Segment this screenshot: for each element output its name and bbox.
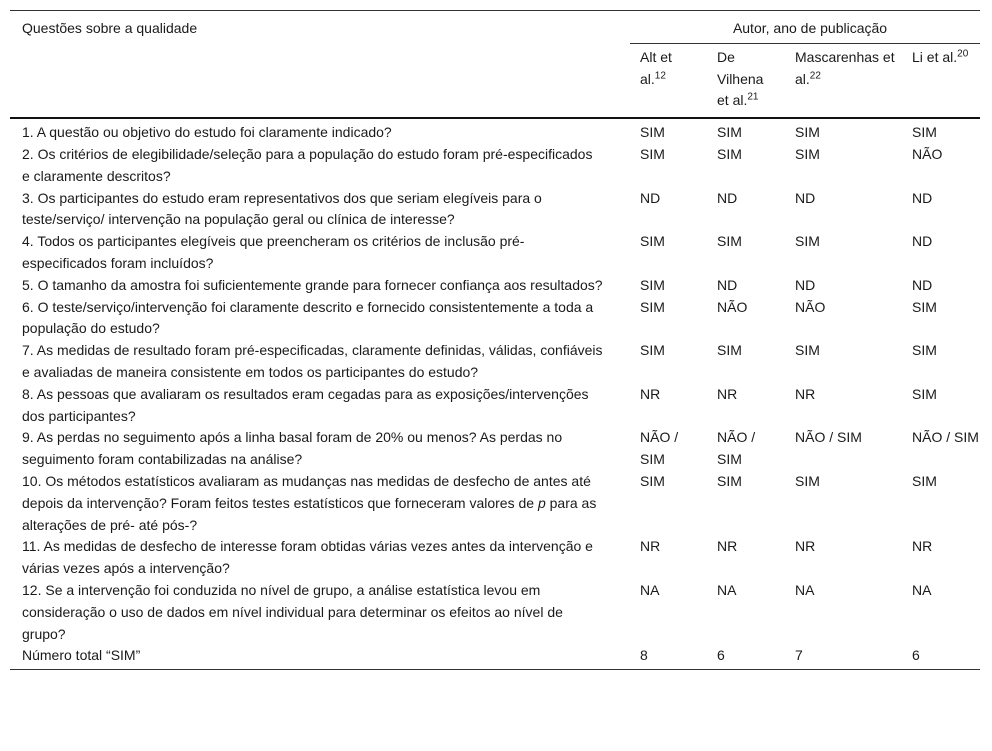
question-cell: [10, 340, 630, 384]
table-row: [10, 297, 980, 341]
rating-cell: NR: [640, 385, 661, 402]
author-name: Li et al.: [912, 48, 958, 65]
rating-cell: SIM: [640, 124, 665, 141]
table-row: [10, 144, 980, 188]
author-name: Alt et al.: [640, 48, 672, 87]
rating-cell: SIM: [912, 298, 937, 315]
rating-cell: SIM: [912, 472, 937, 489]
rating-cell: SIM: [640, 298, 665, 315]
total-row: [10, 645, 980, 669]
rating-cell: ND: [640, 189, 661, 206]
author-name: Mascarenhas et al.: [795, 48, 895, 87]
question-italic: p: [537, 494, 546, 511]
table-row: [10, 118, 980, 144]
table-row: [10, 580, 980, 645]
rating-cell: ND: [795, 276, 816, 293]
rating-cell: SIM: [640, 145, 665, 162]
question-text: 10. Os métodos estatísticos avaliaram as mudanças nas medidas de desfecho de antes até depois da intervenção? Foram feitos testes estatísticos que forneceram valores de: [22, 472, 591, 511]
total-value: 7: [795, 647, 803, 664]
table-row: [10, 340, 980, 384]
rating-cell: SIM: [912, 385, 937, 402]
rating-cell: SIM: [640, 472, 665, 489]
question-cell: [10, 384, 630, 428]
rating-cell: SIM: [640, 342, 665, 359]
question-text-after: para as alterações de pré- até pós-?: [22, 494, 597, 533]
question-cell: [10, 536, 630, 580]
question-text: 2. Os critérios de elegibilidade/seleção para a população do estudo foram pré-especificados e claramente descritos?: [22, 145, 593, 184]
rating-cell: SIM: [717, 472, 742, 489]
question-text: 9. As perdas no seguimento após a linha basal foram de 20% ou menos? As perdas no seguimento foram contabilizadas na análise?: [22, 429, 563, 468]
rating-cell: NÃO / SIM: [912, 429, 979, 446]
rating-cell: SIM: [795, 124, 820, 141]
rating-cell: NÃO / SIM: [640, 429, 679, 468]
rating-cell: SIM: [717, 124, 742, 141]
table-row: [10, 275, 980, 297]
rating-cell: SIM: [717, 233, 742, 250]
rating-cell: NÃO / SIM: [795, 429, 862, 446]
rating-cell: NA: [795, 581, 815, 598]
question-text: 8. As pessoas que avaliaram os resultados eram cegadas para as exposições/intervenções dos participantes?: [22, 385, 589, 424]
author-column-header: [785, 43, 902, 118]
question-cell: [10, 188, 630, 232]
total-value: 6: [717, 647, 725, 664]
rating-cell: ND: [717, 276, 738, 293]
rating-cell: NR: [795, 385, 816, 402]
question-text: 1. A questão ou objetivo do estudo foi claramente indicado?: [22, 124, 392, 141]
rating-cell: SIM: [717, 342, 742, 359]
rating-cell: SIM: [912, 124, 937, 141]
author-name: De Vilhena et al.: [717, 48, 764, 109]
question-text: 12. Se a intervenção foi conduzida no nível de grupo, a análise estatística levou em consideração o uso de dados em nível individual para determinar os efeitos ao nível de grupo?: [22, 581, 563, 642]
question-cell: [10, 231, 630, 275]
table-row: [10, 427, 980, 471]
question-cell: [10, 471, 630, 536]
authors-header: Autor, ano de publicação: [630, 11, 980, 44]
rating-cell: SIM: [795, 145, 820, 162]
rating-cell: NA: [717, 581, 737, 598]
rating-cell: SIM: [717, 145, 742, 162]
rating-cell: NR: [717, 385, 738, 402]
question-cell: [10, 427, 630, 471]
question-text: 3. Os participantes do estudo eram representativos dos que seriam elegíveis para o teste/serviço/ intervenção na população geral ou clínica de interesse?: [22, 189, 542, 228]
author-reference: 12: [654, 69, 666, 81]
question-cell: [10, 144, 630, 188]
rating-cell: SIM: [795, 342, 820, 359]
question-cell: [10, 118, 630, 144]
rating-cell: NA: [640, 581, 660, 598]
question-cell: [10, 297, 630, 341]
rating-cell: ND: [912, 276, 933, 293]
question-text: 11. As medidas de desfecho de interesse foram obtidas várias vezes antes da intervenção e várias vezes após a intervenção?: [22, 538, 593, 577]
table-row: [10, 231, 980, 275]
rating-cell: ND: [717, 189, 738, 206]
question-text: 4. Todos os participantes elegíveis que preencheram os critérios de inclusão pré-especificados foram incluídos?: [22, 233, 525, 271]
rating-cell: NR: [912, 538, 933, 555]
rating-cell: NR: [717, 538, 738, 555]
question-cell: [10, 275, 630, 297]
rating-cell: SIM: [795, 472, 820, 489]
table-row: [10, 471, 980, 536]
table-row: [10, 188, 980, 232]
rating-cell: SIM: [640, 233, 665, 250]
quality-assessment-table: [10, 10, 980, 670]
table-row: [10, 384, 980, 428]
rating-cell: NR: [795, 538, 816, 555]
rating-cell: SIM: [912, 342, 937, 359]
author-reference: 21: [747, 91, 759, 103]
rating-cell: NÃO / SIM: [717, 429, 756, 468]
table-row: [10, 536, 980, 580]
rating-cell: ND: [912, 189, 933, 206]
rating-cell: NÃO: [912, 145, 943, 162]
author-reference: 20: [957, 48, 969, 60]
question-text: 5. O tamanho da amostra foi suficientemente grande para fornecer confiança aos resultados?: [22, 276, 603, 293]
rating-cell: NA: [912, 581, 932, 598]
question-text: 6. O teste/serviço/intervenção foi claramente descrito e fornecido consistentemente a toda a população do estudo?: [22, 298, 594, 337]
rating-cell: SIM: [795, 233, 820, 250]
rating-cell: NR: [640, 538, 661, 555]
total-value: 8: [640, 647, 648, 664]
rating-cell: SIM: [640, 276, 665, 293]
author-reference: 22: [809, 69, 821, 81]
author-column-header: [902, 43, 980, 118]
rating-cell: NÃO: [717, 298, 748, 315]
question-text: 7. As medidas de resultado foram pré-especificadas, claramente definidas, válidas, confiáveis e avaliadas de maneira consistente em todos os participantes do estudo?: [22, 342, 603, 380]
questions-header: Questões sobre a qualidade: [10, 11, 630, 119]
author-column-header: [707, 43, 785, 118]
total-value: 6: [912, 647, 920, 664]
rating-cell: NÃO: [795, 298, 826, 315]
total-label: Número total “SIM”: [22, 647, 141, 664]
author-column-header: [630, 43, 707, 118]
rating-cell: ND: [795, 189, 816, 206]
rating-cell: ND: [912, 233, 933, 250]
question-cell: [10, 580, 630, 645]
